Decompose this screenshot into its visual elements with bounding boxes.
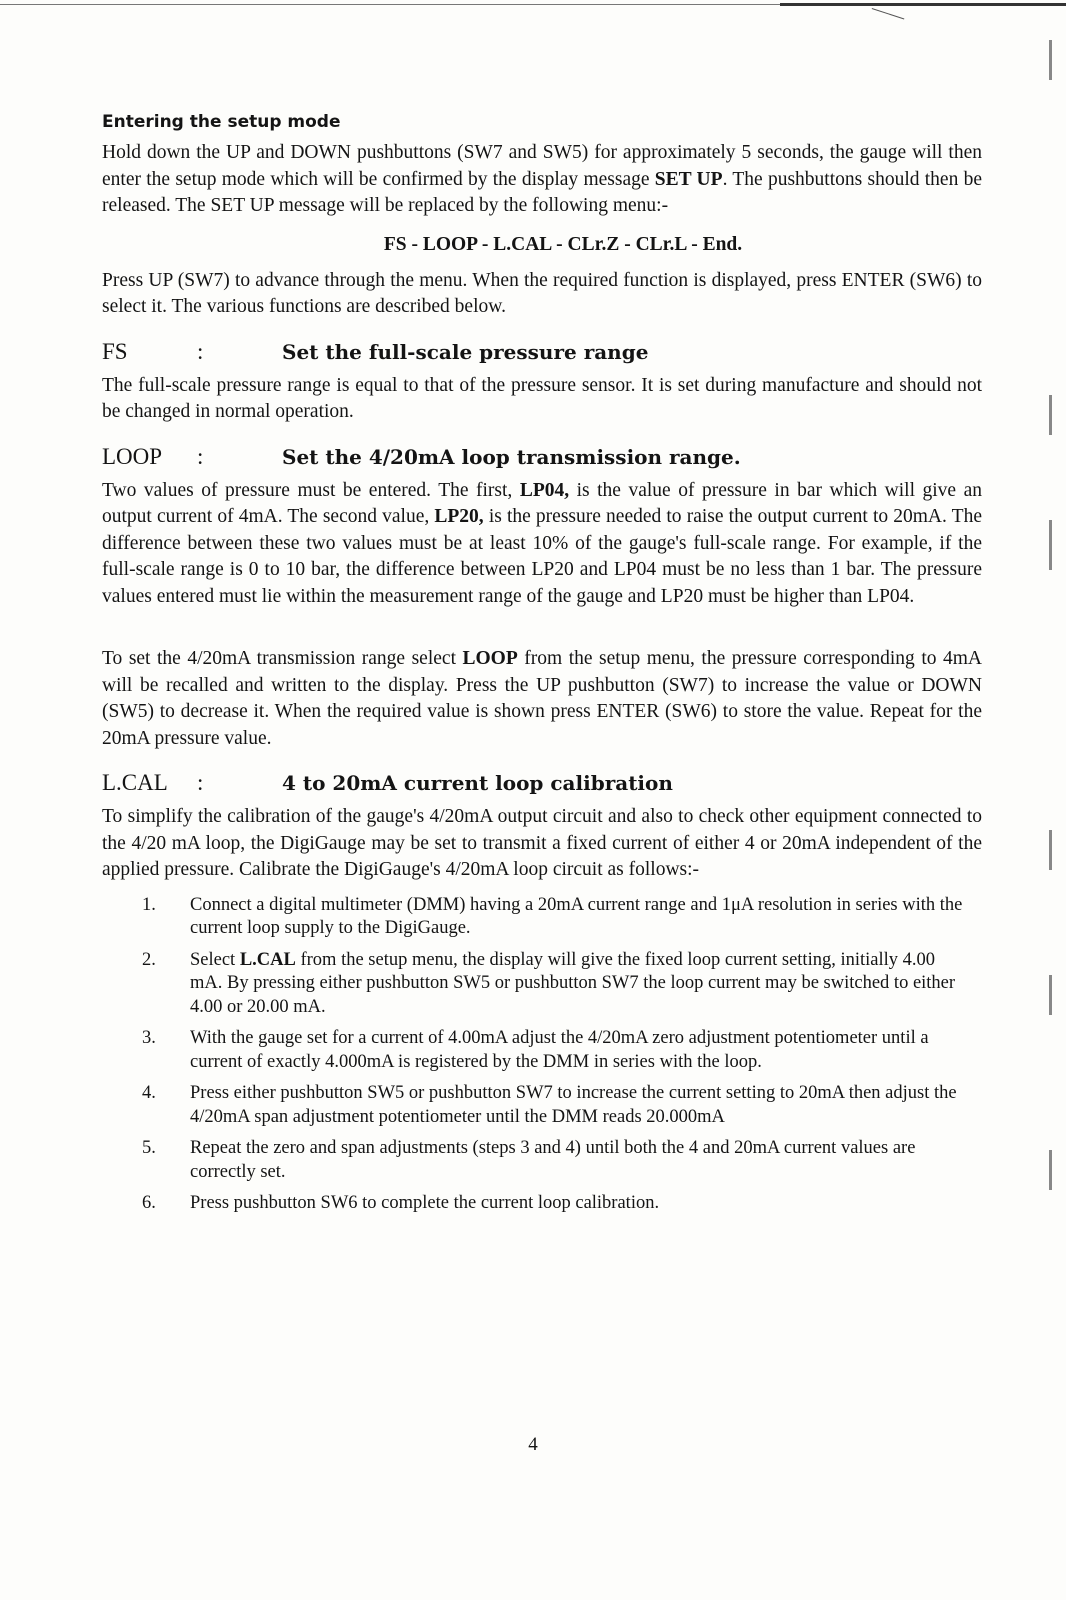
edge-speck (1049, 975, 1052, 1015)
lcal-section-heading (102, 770, 982, 796)
text-run: . The pushbuttons should then be released. The SET UP message will be replaced by the following menu:- (102, 168, 983, 216)
paragraph-gap (102, 610, 982, 646)
separator-colon: : (197, 770, 204, 795)
setup-mode-heading: Entering the setup mode (102, 112, 341, 132)
list-item (102, 949, 982, 1020)
edge-speck (1049, 40, 1052, 80)
document-page (102, 112, 982, 1224)
edge-speck (1049, 830, 1052, 870)
loop-paragraph-2 (102, 646, 982, 752)
section-code (102, 770, 282, 796)
step-number: 1. (142, 894, 156, 915)
step-text (190, 949, 970, 1020)
lp04-term: LP04, (519, 479, 570, 501)
text-run: from the setup menu, the display will give the fixed loop current setting, initially 4.00 mA. By pressing either pushbutton SW5 or pushbutton SW7 the loop current may be switched to either 4.00 or 20.00 mA. (190, 949, 956, 1017)
list-item (102, 1082, 982, 1129)
step-text: Press pushbutton SW6 to complete the current loop calibration. (190, 1193, 660, 1213)
list-item (102, 1192, 982, 1216)
step-text: With the gauge set for a current of 4.00mA adjust the 4/20mA zero adjustment potentiometer until a current of exactly 4.000mA is registered by the DMM in series with the loop. (190, 1028, 929, 1072)
section-code (102, 339, 282, 365)
step-number: 2. (142, 949, 156, 970)
list-item (102, 1027, 982, 1074)
text-run: Two values of pressure must be entered. The first, (102, 479, 520, 501)
top-edge-line-dark (780, 3, 1066, 6)
page-number: 4 (528, 1434, 538, 1455)
lcal-paragraph: To simplify the calibration of the gauge's 4/20mA output circuit and also to check other equipment connected to the 4/20 mA loop, the DigiGauge may be set to transmit a fixed current of either 4 or 20mA independent of the applied pressure. Calibrate the DigiGauge's 4/20mA loop circuit as follows:- (102, 806, 982, 880)
setup-intro-paragraph (102, 140, 982, 220)
step-text: Connect a digital multimeter (DMM) having a 20mA current range and 1μA resolution in series with the current loop supply to the DigiGauge. (190, 894, 963, 938)
text-run: from the setup menu, the pressure corresponding to 4mA will be recalled and written to the display. Press the UP pushbutton (SW7) to increase the value or DOWN (SW5) to decrease it. When the required value is shown press ENTER (SW6) to store the value. Repeat for the 20mA pressure value. (102, 648, 982, 749)
fs-section-heading (102, 339, 982, 365)
loop-section-heading (102, 444, 982, 470)
text-run: Hold down the UP and DOWN pushbuttons (SW7 and SW5) for approximately 5 seconds, the gauge will then enter the setup mode which will be confirmed by the display message (102, 142, 982, 190)
loop-title: Set the 4/20mA loop transmission range. (282, 444, 741, 469)
step-number: 6. (142, 1193, 156, 1213)
setup-menu-sequence: FS - LOOP - L.CAL - CLr.Z - CLr.L - End. (383, 233, 743, 255)
lcal-title: 4 to 20mA current loop calibration (282, 771, 673, 795)
step-number: 3. (142, 1028, 156, 1048)
text-run: is the value of pressure in bar which will give an output current of 4mA. The second value, (102, 479, 982, 527)
edge-speck (1049, 1150, 1052, 1190)
loop-paragraph-1 (102, 478, 982, 611)
separator-colon: : (197, 338, 204, 364)
step-number: 4. (142, 1083, 156, 1103)
set-up-message: SET UP (654, 168, 723, 190)
loop-term: LOOP (462, 648, 518, 669)
fs-code: FS (102, 338, 128, 364)
step-text: Press either pushbutton SW5 or pushbutton SW7 to increase the current setting to 20mA then adjust the 4/20mA span adjustment potentiometer until the DMM reads 20.000mA (190, 1083, 957, 1127)
step-number: 5. (142, 1138, 156, 1158)
edge-speck (1049, 395, 1052, 435)
fs-title: Set the full-scale pressure range (282, 339, 649, 364)
section-code (102, 444, 282, 470)
lcal-term: L.CAL (239, 949, 296, 970)
loop-code: LOOP (102, 443, 163, 469)
lp20-term: LP20, (434, 506, 484, 527)
separator-colon: : (197, 443, 204, 469)
corner-scan-mark (868, 8, 904, 31)
list-item (102, 894, 982, 941)
text-run: is the pressure needed to raise the output current to 20mA. The difference between these two values must be at least 10% of the gauge's full-scale range. For example, if the full-scale range is 0 to 10 bar, the difference between LP20 and LP04 must be no less than 1 bar. The pressure values entered must lie within the measurement range of the gauge and LP20 must be higher than LP04. (102, 506, 982, 607)
text-run: Select (190, 949, 240, 970)
lcal-code: L.CAL (102, 770, 168, 795)
list-item (102, 1137, 982, 1184)
edge-speck (1049, 520, 1052, 570)
step-text: Repeat the zero and span adjustments (steps 3 and 4) until both the 4 and 20mA current values are correctly set. (190, 1138, 916, 1182)
text-run: To set the 4/20mA transmission range select (102, 648, 463, 669)
fs-paragraph: The full-scale pressure range is equal to that of the pressure sensor. It is set during manufacture and should not be changed in normal operation. (102, 374, 982, 422)
calibration-steps-list (102, 894, 982, 1216)
menu-navigation-paragraph: Press UP (SW7) to advance through the menu. When the required function is displayed, press ENTER (SW6) to select it. The various functions are described below. (102, 269, 982, 317)
